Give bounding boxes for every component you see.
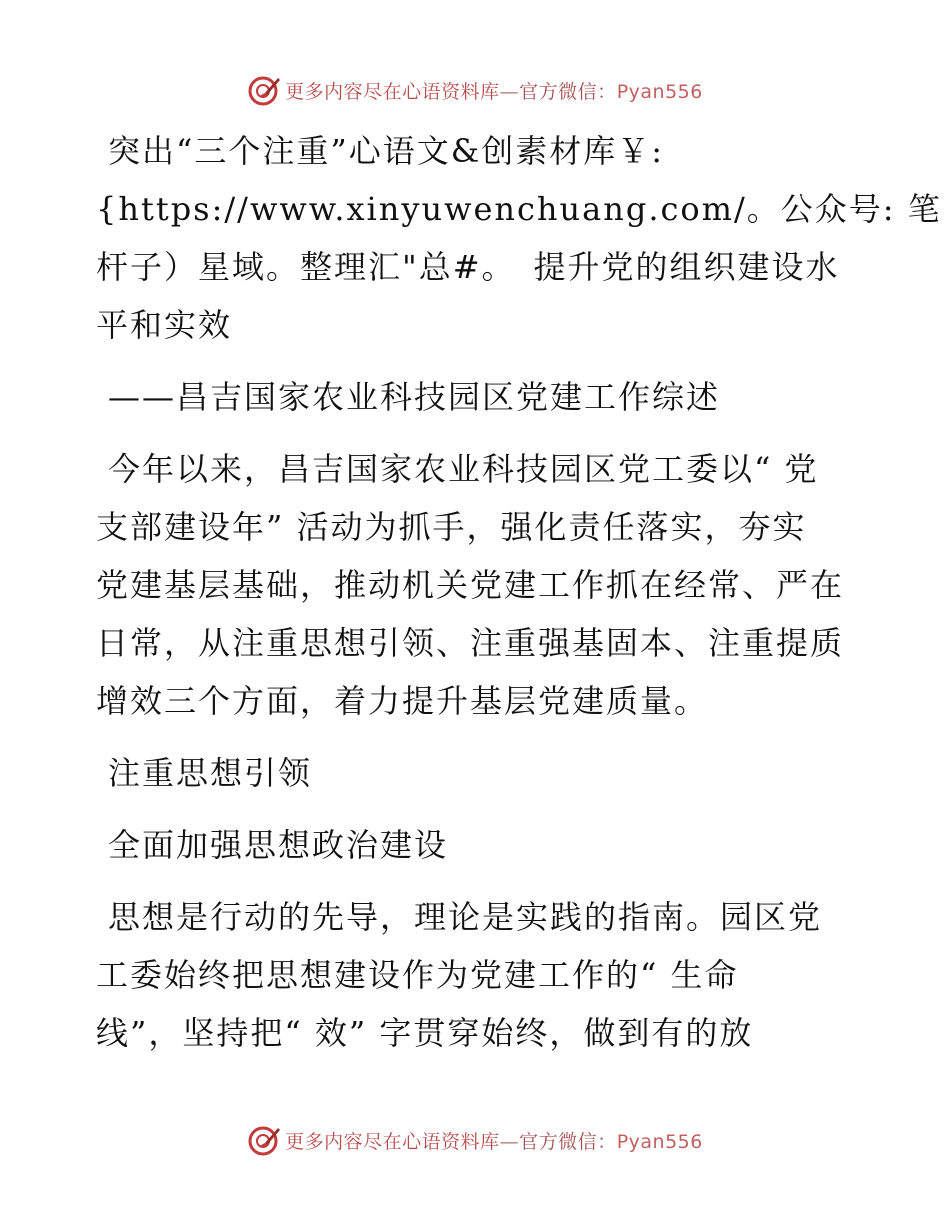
brush-logo-icon: [247, 1123, 281, 1157]
banner-wechat-label: 官方微信：: [519, 80, 617, 103]
banner-text: [285, 1127, 703, 1154]
body-line: 突出“三个注重”心语文&创素材库￥:: [108, 132, 664, 170]
header-banner: [0, 70, 950, 110]
section-subheading: 全面加强思想政治建设: [108, 826, 449, 864]
subtitle-line: ——昌吉国家农业科技园区党建工作综述: [108, 378, 721, 416]
body-line: 思想是行动的先导，理论是实践的指南。园区党: [108, 898, 823, 936]
body-line: 日常，从注重思想引领、注重强基固本、注重提质: [96, 624, 845, 662]
body-line: 今年以来，昌吉国家农业科技园区党工委以“ 党: [108, 450, 819, 488]
banner-wechat-label: 官方微信：: [519, 1130, 617, 1153]
section-heading: 注重思想引领: [108, 754, 313, 792]
body-line: 线”，坚持把“ 效” 字贯穿始终，做到有的放: [96, 1014, 754, 1052]
body-line: 增效三个方面，着力提升基层党建质量。: [96, 682, 709, 720]
body-line: 平和实效: [96, 306, 233, 344]
body-line: 杆子）星域。整理汇"总#。 提升党的组织建设水: [96, 248, 840, 286]
banner-dash: —: [499, 1130, 520, 1153]
body-line: 工委始终把思想建设作为党建工作的“ 生命: [96, 956, 739, 994]
banner-wechat-id: Pyan556: [616, 80, 703, 103]
document-body: [96, 122, 942, 1062]
banner-main-text: 更多内容尽在心语资料库: [285, 1130, 500, 1153]
footer-banner: [0, 1120, 950, 1160]
body-line: 党建基层基础，推动机关党建工作抓在经常、严在: [96, 566, 845, 604]
body-line: 支部建设年” 活动为抓手，强化责任落实，夯实: [96, 508, 807, 546]
body-line: {https://www.xinyuwenchuang.com/。公众号: 笔: [96, 190, 942, 228]
banner-text: [285, 77, 703, 104]
banner-dash: —: [499, 80, 520, 103]
banner-wechat-id: Pyan556: [616, 1130, 703, 1153]
brush-logo-icon: [247, 73, 281, 107]
banner-main-text: 更多内容尽在心语资料库: [285, 80, 500, 103]
